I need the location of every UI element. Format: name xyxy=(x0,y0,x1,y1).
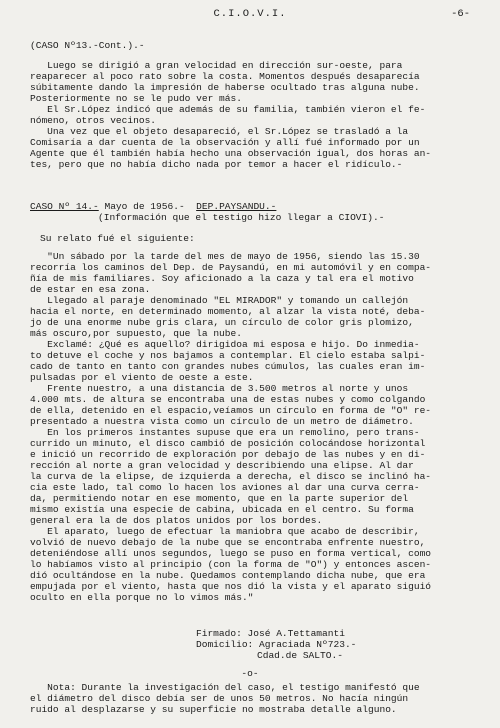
text-line: jo de una enorme nube gris clara, un círculo de color gris plomizo, xyxy=(30,317,414,328)
text-line: Llegado al paraje denominado "EL MIRADOR" y tomando un callejón xyxy=(30,295,409,306)
text-line: En los primeros instantes supuse que era un remolino, pero trans- xyxy=(30,427,420,438)
case13-para3 xyxy=(30,126,490,170)
text-line: general era la de dos platos unidos por los bordes. xyxy=(30,515,323,526)
document-title: C.I.O.V.I. xyxy=(213,8,287,20)
signature-name: Firmado: José A.Tettamanti xyxy=(196,628,345,639)
text-line: oculto en ella porque no lo vimos más." xyxy=(30,592,254,603)
case14-section xyxy=(30,201,490,603)
text-line: cado de tanto en tanto con grandes nubes cúmulos, las cuales eran im- xyxy=(30,361,426,372)
text-line: lo habíamos visto al principio (con la forma de "O") y entonces ascen- xyxy=(30,559,432,570)
text-line: de estar en esa zona. xyxy=(30,284,151,295)
text-line: da, permitiendo notar en ese momento, que en la parte superior del xyxy=(30,493,409,504)
text-line: Frente nuestro, a una distancia de 3.500 metros al norte y unos xyxy=(30,383,409,394)
text-line: cia este lado, tal como lo hacen los aviones al dar una curva cerra- xyxy=(30,482,420,493)
case14-label: CASO Nº 14.- xyxy=(30,201,99,212)
text-line: Agente que él también había hecho una observación igual, dos horas an- xyxy=(30,148,432,159)
case14-date: Mayo de 1956.- xyxy=(98,201,185,212)
text-line: de ella, detenido en el espacio,veíamos un círculo en forma de "O" re- xyxy=(30,405,432,416)
text-line: Nota: Durante la investigación del caso, el testigo manifestó que xyxy=(30,682,420,693)
text-line: la curva de la elipse, de izquierda a derecha, el disco se inclinó ha- xyxy=(30,471,432,482)
text-line: tes, pero que no había dicho nada por temor a hacer el ridículo.- xyxy=(30,159,403,170)
investigation-note xyxy=(30,682,490,715)
text-line: más oscuro,por supuesto, que la nube. xyxy=(30,328,242,339)
text-line: to detuve el coche y nos bajamos a contemplar. El cielo estaba salpi- xyxy=(30,350,426,361)
signature-address: Domicilio: Agraciada Nº723.- xyxy=(196,639,357,650)
text-line: e inició un recorrido de exploración por debajo de las nubes y en di- xyxy=(30,449,426,460)
text-line: Una vez que el objeto desapareció, el Sr.López se trasladó a la xyxy=(30,126,409,137)
case14-place: DEP.PAYSANDU.- xyxy=(196,201,277,212)
page-number: -6- xyxy=(451,8,470,20)
text-line: "Un sábado por la tarde del mes de mayo de 1956, siendo las 15.30 xyxy=(30,251,420,262)
text-line: dió ocultándose en la nube. Quedamos contemplando dicha nube, que era xyxy=(30,570,426,581)
text-line: presentado a nuestra vista como un círculo de un metro de diámetro. xyxy=(30,416,414,427)
case13-para2 xyxy=(30,104,490,126)
case13-section xyxy=(30,40,490,170)
text-line: ñía de mis familiares. Soy aficionado a la caza y tal era el motivo xyxy=(30,273,414,284)
text-line: reaparecer al poco rato sobre la costa. Momentos después desaparecía xyxy=(30,71,420,82)
text-line: el diámetro del disco debía ser de unos 50 metros. No hacía ningún xyxy=(30,693,409,704)
case14-intro: Su relato fué el siguiente: xyxy=(40,233,195,244)
text-line: ruido al desplazarse y su superficie no mostraba detalle alguno. xyxy=(30,704,397,715)
case13-heading: (CASO Nº13.-Cont.).- xyxy=(30,40,145,51)
text-line: El Sr.López indicó que además de su familia, también vieron el fe- xyxy=(30,104,426,115)
text-line: rección al norte a gran velocidad y describiendo una elipse. Al dar xyxy=(30,460,414,471)
testimony-text xyxy=(30,251,490,603)
text-line: Luego se dirigió a gran velocidad en dirección sur-oeste, para xyxy=(30,60,403,71)
section-separator: -o- xyxy=(241,668,259,679)
text-line: currido un minuto, el disco cambió de posición colocándose horizontal xyxy=(30,438,426,449)
text-line: El aparato, luego de efectuar la maniobra que acabo de describir, xyxy=(30,526,420,537)
text-line: pulsadas por el viento de oeste a este. xyxy=(30,372,254,383)
text-line: hacia el norte, en determinado momento, al alzar la vista noté, deba- xyxy=(30,306,426,317)
text-line: nómeno, otros vecinos. xyxy=(30,115,157,126)
case14-heading xyxy=(30,201,490,212)
text-line: súbitamente dando la impresión de haberse ocultado tras alguna nube. xyxy=(30,82,420,93)
text-line: empujada por el viento, hasta que nos dió la vista y el aparato siguió xyxy=(30,581,432,592)
signature-block xyxy=(196,628,356,661)
page-header xyxy=(0,9,500,22)
case14-source-note: (Información que el testigo hizo llegar a CIOVI).- xyxy=(98,212,385,223)
text-line: Posteriormente no se le pudo ver más. xyxy=(30,93,242,104)
text-line: Exclamé: ¿Qué es aquello? dirigidoa mi esposa e hijo. Do inmedia- xyxy=(30,339,420,350)
text-line: deteniéndose allí unos segundos, luego se puso en forma vertical, como xyxy=(30,548,432,559)
text-line: volvió de nuevo debajo de la nube que se encontraba enfrente nuestro, xyxy=(30,537,426,548)
signature-city: Cdad.de SALTO.- xyxy=(257,650,343,661)
text-line: 4.000 mts. de altura se encontraba una de estas nubes y como colgando xyxy=(30,394,426,405)
text-line: mismo existía una especie de cabina, ubicada en el centro. Su forma xyxy=(30,504,414,515)
text-line: Comisaría a dar cuenta de la observación y allí fué informado por un xyxy=(30,137,420,148)
case13-para1 xyxy=(30,60,490,104)
text-line: recorría los caminos del Dep. de Paysandú, en mi automóvil y en compa- xyxy=(30,262,432,273)
